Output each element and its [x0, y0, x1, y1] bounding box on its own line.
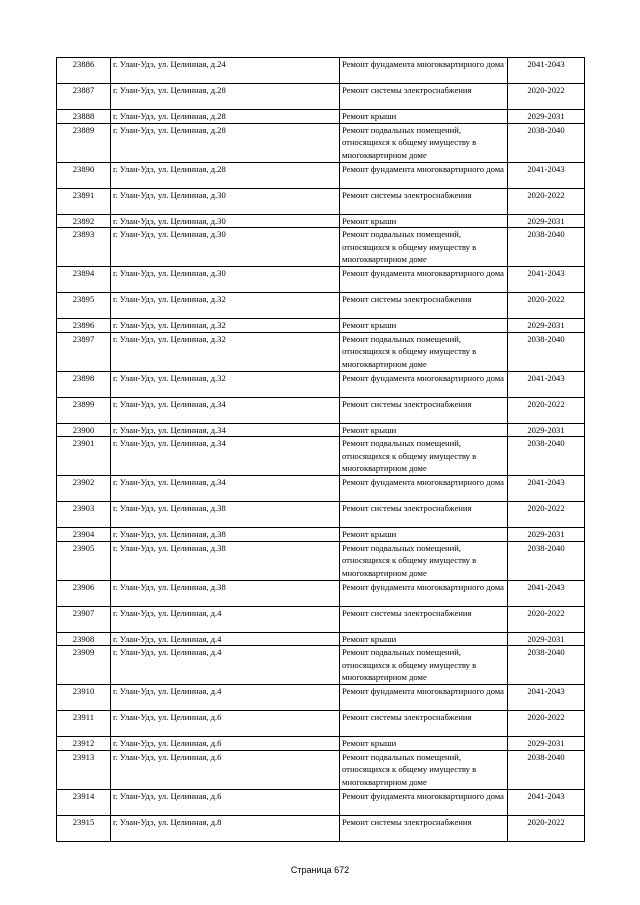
row-number: 23910	[57, 685, 111, 711]
table-row	[57, 423, 585, 437]
table-row	[57, 502, 585, 528]
address-cell: г. Улан-Удэ, ул. Целинная, д.28	[111, 84, 340, 110]
row-number: 23913	[57, 750, 111, 789]
work-type-cell: Ремонт крыши	[340, 110, 508, 124]
period-cell: 2041-2043	[508, 476, 585, 502]
period-cell: 2041-2043	[508, 685, 585, 711]
period-cell: 2038-2040	[508, 437, 585, 476]
work-type-cell: Ремонт системы электроснабжения	[340, 293, 508, 319]
period-cell: 2041-2043	[508, 789, 585, 815]
address-cell: г. Улан-Удэ, ул. Целинная, д.30	[111, 188, 340, 214]
period-cell: 2029-2031	[508, 214, 585, 228]
period-cell: 2038-2040	[508, 750, 585, 789]
address-cell: г. Улан-Удэ, ул. Целинная, д.38	[111, 541, 340, 580]
address-cell: г. Улан-Удэ, ул. Целинная, д.38	[111, 580, 340, 606]
work-type-cell: Ремонт крыши	[340, 319, 508, 333]
period-cell: 2020-2022	[508, 84, 585, 110]
work-type-cell: Ремонт подвальных помещений, относящихся к общему имуществу в многоквартирном доме	[340, 123, 508, 162]
work-type-cell: Ремонт системы электроснабжения	[340, 815, 508, 841]
work-type-cell: Ремонт системы электроснабжения	[340, 711, 508, 737]
row-number: 23890	[57, 162, 111, 188]
work-type-cell: Ремонт подвальных помещений, относящихся к общему имуществу в многоквартирном доме	[340, 750, 508, 789]
row-number: 23895	[57, 293, 111, 319]
table-row	[57, 580, 585, 606]
work-type-cell: Ремонт системы электроснабжения	[340, 502, 508, 528]
period-cell: 2038-2040	[508, 646, 585, 685]
row-number: 23914	[57, 789, 111, 815]
period-cell: 2020-2022	[508, 188, 585, 214]
work-type-cell: Ремонт крыши	[340, 632, 508, 646]
row-number: 23905	[57, 541, 111, 580]
table-row	[57, 437, 585, 476]
address-cell: г. Улан-Удэ, ул. Целинная, д.32	[111, 332, 340, 371]
row-number: 23908	[57, 632, 111, 646]
table-row	[57, 84, 585, 110]
page-number: Страница 672	[290, 865, 350, 875]
table-row	[57, 293, 585, 319]
address-cell: г. Улан-Удэ, ул. Целинная, д.38	[111, 502, 340, 528]
table-row	[57, 332, 585, 371]
work-type-cell: Ремонт подвальных помещений, относящихся к общему имуществу в многоквартирном доме	[340, 541, 508, 580]
table-row	[57, 188, 585, 214]
row-number: 23911	[57, 711, 111, 737]
row-number: 23897	[57, 332, 111, 371]
work-type-cell: Ремонт крыши	[340, 737, 508, 751]
row-number: 23904	[57, 528, 111, 542]
row-number: 23889	[57, 123, 111, 162]
row-number: 23888	[57, 110, 111, 124]
period-cell: 2029-2031	[508, 737, 585, 751]
period-cell: 2029-2031	[508, 528, 585, 542]
work-type-cell: Ремонт системы электроснабжения	[340, 84, 508, 110]
row-number: 23915	[57, 815, 111, 841]
work-type-cell: Ремонт подвальных помещений, относящихся к общему имуществу в многоквартирном доме	[340, 646, 508, 685]
period-cell: 2038-2040	[508, 123, 585, 162]
table-row	[57, 646, 585, 685]
row-number: 23909	[57, 646, 111, 685]
work-type-cell: Ремонт подвальных помещений, относящихся к общему имуществу в многоквартирном доме	[340, 228, 508, 267]
row-number: 23886	[57, 58, 111, 84]
period-cell: 2029-2031	[508, 632, 585, 646]
table-row	[57, 737, 585, 751]
period-cell: 2041-2043	[508, 58, 585, 84]
address-cell: г. Улан-Удэ, ул. Целинная, д.6	[111, 737, 340, 751]
period-cell: 2038-2040	[508, 228, 585, 267]
table-row	[57, 815, 585, 841]
period-cell: 2020-2022	[508, 502, 585, 528]
address-cell: г. Улан-Удэ, ул. Целинная, д.28	[111, 110, 340, 124]
row-number: 23902	[57, 476, 111, 502]
table-row	[57, 750, 585, 789]
period-cell: 2029-2031	[508, 319, 585, 333]
row-number: 23901	[57, 437, 111, 476]
period-cell: 2020-2022	[508, 293, 585, 319]
work-type-cell: Ремонт подвальных помещений, относящихся к общему имуществу в многоквартирном доме	[340, 332, 508, 371]
address-cell: г. Улан-Удэ, ул. Целинная, д.30	[111, 267, 340, 293]
table-row	[57, 541, 585, 580]
address-cell: г. Улан-Удэ, ул. Целинная, д.30	[111, 214, 340, 228]
table-row	[57, 371, 585, 397]
table-row	[57, 476, 585, 502]
address-cell: г. Улан-Удэ, ул. Целинная, д.28	[111, 123, 340, 162]
work-type-cell: Ремонт системы электроснабжения	[340, 188, 508, 214]
row-number: 23891	[57, 188, 111, 214]
table-row	[57, 123, 585, 162]
table-row	[57, 319, 585, 333]
table-row	[57, 632, 585, 646]
row-number: 23903	[57, 502, 111, 528]
address-cell: г. Улан-Удэ, ул. Целинная, д.6	[111, 711, 340, 737]
address-cell: г. Улан-Удэ, ул. Целинная, д.4	[111, 646, 340, 685]
work-type-cell: Ремонт крыши	[340, 423, 508, 437]
period-cell: 2041-2043	[508, 371, 585, 397]
work-type-cell: Ремонт фундамента многоквартирного дома	[340, 371, 508, 397]
address-cell: г. Улан-Удэ, ул. Целинная, д.4	[111, 606, 340, 632]
row-number: 23892	[57, 214, 111, 228]
address-cell: г. Улан-Удэ, ул. Целинная, д.8	[111, 815, 340, 841]
work-type-cell: Ремонт фундамента многоквартирного дома	[340, 789, 508, 815]
table-row	[57, 685, 585, 711]
work-type-cell: Ремонт крыши	[340, 214, 508, 228]
row-number: 23896	[57, 319, 111, 333]
period-cell: 2020-2022	[508, 711, 585, 737]
period-cell: 2029-2031	[508, 110, 585, 124]
table-row	[57, 162, 585, 188]
address-cell: г. Улан-Удэ, ул. Целинная, д.34	[111, 476, 340, 502]
row-number: 23894	[57, 267, 111, 293]
table-row	[57, 789, 585, 815]
work-type-cell: Ремонт системы электроснабжения	[340, 606, 508, 632]
address-cell: г. Улан-Удэ, ул. Целинная, д.6	[111, 750, 340, 789]
address-cell: г. Улан-Удэ, ул. Целинная, д.4	[111, 685, 340, 711]
work-type-cell: Ремонт крыши	[340, 528, 508, 542]
address-cell: г. Улан-Удэ, ул. Целинная, д.30	[111, 228, 340, 267]
work-type-cell: Ремонт системы электроснабжения	[340, 397, 508, 423]
work-type-cell: Ремонт фундамента многоквартирного дома	[340, 685, 508, 711]
table-row	[57, 711, 585, 737]
work-type-cell: Ремонт фундамента многоквартирного дома	[340, 580, 508, 606]
table-row	[57, 606, 585, 632]
row-number: 23899	[57, 397, 111, 423]
address-cell: г. Улан-Удэ, ул. Целинная, д.32	[111, 293, 340, 319]
period-cell: 2041-2043	[508, 162, 585, 188]
table-row	[57, 214, 585, 228]
work-type-cell: Ремонт фундамента многоквартирного дома	[340, 58, 508, 84]
table-row	[57, 228, 585, 267]
address-cell: г. Улан-Удэ, ул. Целинная, д.32	[111, 319, 340, 333]
address-cell: г. Улан-Удэ, ул. Целинная, д.34	[111, 423, 340, 437]
period-cell: 2020-2022	[508, 606, 585, 632]
table-row	[57, 397, 585, 423]
row-number: 23906	[57, 580, 111, 606]
period-cell: 2029-2031	[508, 423, 585, 437]
row-number: 23900	[57, 423, 111, 437]
period-cell: 2020-2022	[508, 397, 585, 423]
row-number: 23898	[57, 371, 111, 397]
table-row	[57, 110, 585, 124]
table-row	[57, 267, 585, 293]
period-cell: 2020-2022	[508, 815, 585, 841]
address-cell: г. Улан-Удэ, ул. Целинная, д.4	[111, 632, 340, 646]
row-number: 23907	[57, 606, 111, 632]
table-row	[57, 58, 585, 84]
address-cell: г. Улан-Удэ, ул. Целинная, д.38	[111, 528, 340, 542]
work-type-cell: Ремонт фундамента многоквартирного дома	[340, 162, 508, 188]
address-cell: г. Улан-Удэ, ул. Целинная, д.34	[111, 437, 340, 476]
work-type-cell: Ремонт подвальных помещений, относящихся к общему имуществу в многоквартирном доме	[340, 437, 508, 476]
repair-schedule-table	[56, 57, 585, 842]
period-cell: 2038-2040	[508, 541, 585, 580]
address-cell: г. Улан-Удэ, ул. Целинная, д.32	[111, 371, 340, 397]
row-number: 23887	[57, 84, 111, 110]
period-cell: 2041-2043	[508, 267, 585, 293]
work-type-cell: Ремонт фундамента многоквартирного дома	[340, 267, 508, 293]
address-cell: г. Улан-Удэ, ул. Целинная, д.28	[111, 162, 340, 188]
period-cell: 2038-2040	[508, 332, 585, 371]
address-cell: г. Улан-Удэ, ул. Целинная, д.6	[111, 789, 340, 815]
address-cell: г. Улан-Удэ, ул. Целинная, д.34	[111, 397, 340, 423]
period-cell: 2041-2043	[508, 580, 585, 606]
table-body	[57, 58, 585, 842]
work-type-cell: Ремонт фундамента многоквартирного дома	[340, 476, 508, 502]
address-cell: г. Улан-Удэ, ул. Целинная, д.24	[111, 58, 340, 84]
row-number: 23912	[57, 737, 111, 751]
row-number: 23893	[57, 228, 111, 267]
table-row	[57, 528, 585, 542]
